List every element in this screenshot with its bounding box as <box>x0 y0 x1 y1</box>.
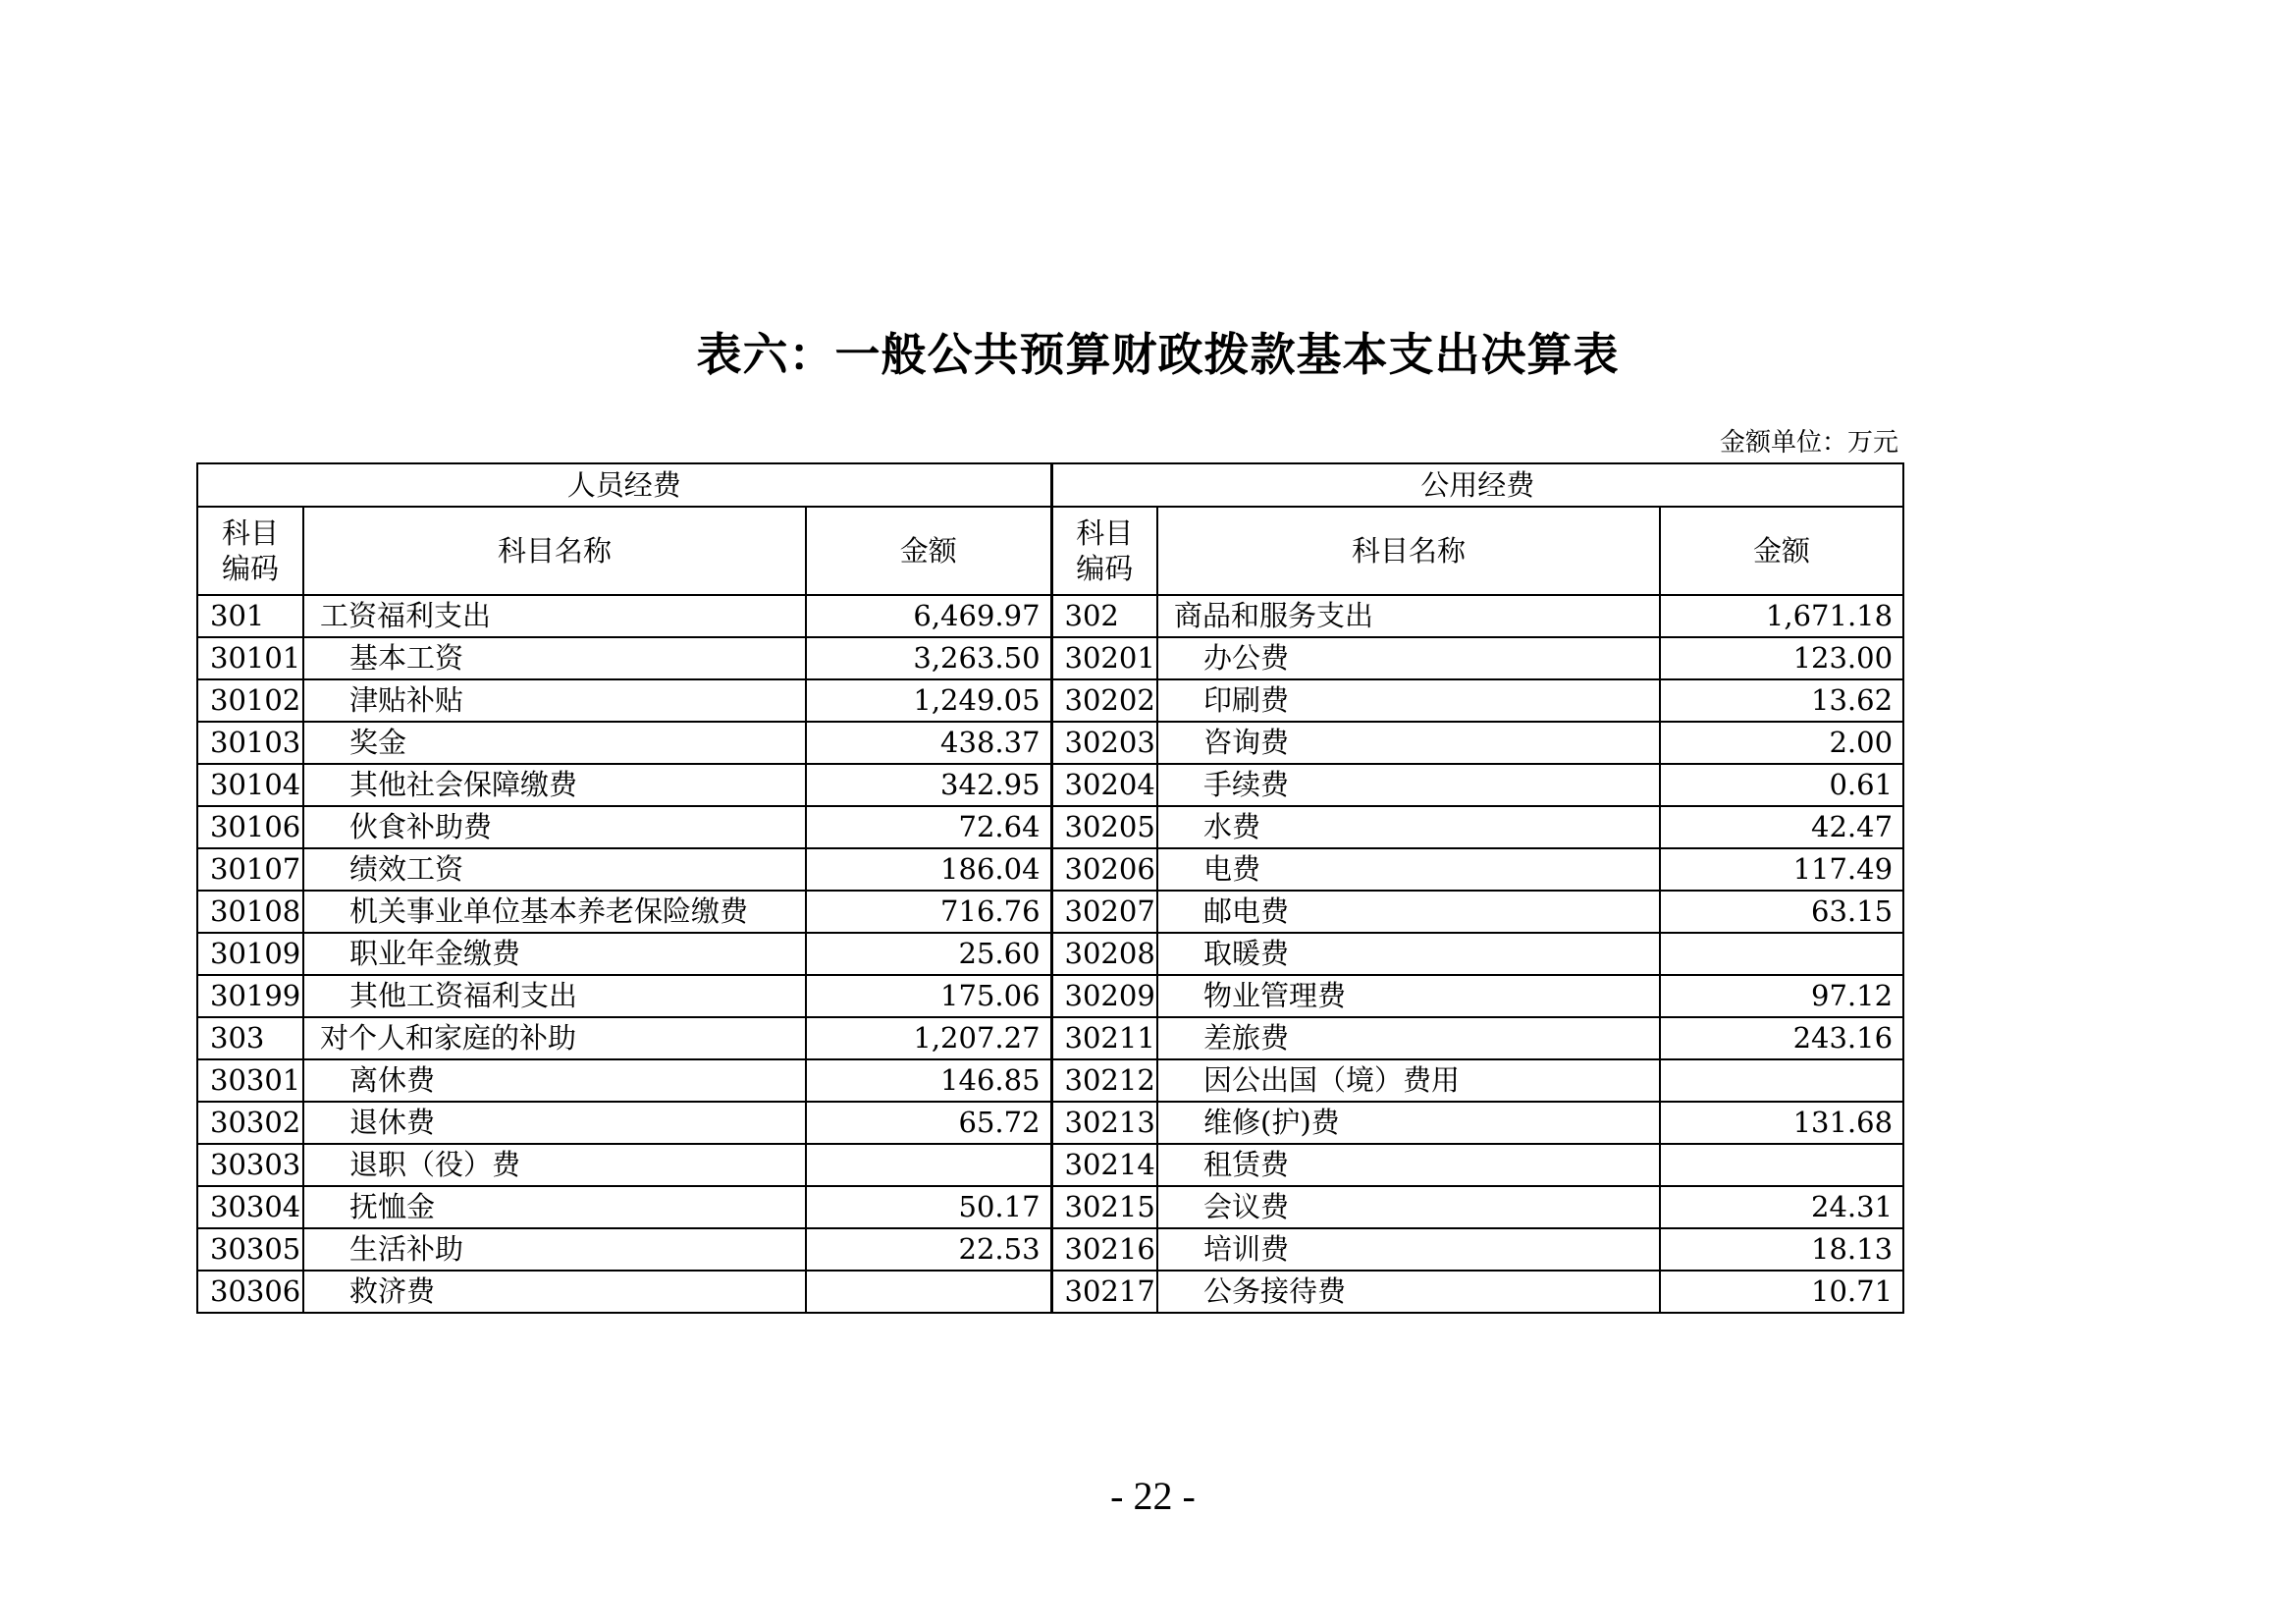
column-header-code-left <box>197 507 303 595</box>
amount-cell-right: 0.61 <box>1660 764 1903 806</box>
table-row <box>197 637 1903 679</box>
code-cell-right: 30212 <box>1051 1059 1157 1102</box>
amount-cell-right: 42.47 <box>1660 806 1903 848</box>
code-header-line2: 编码 <box>1076 552 1134 585</box>
name-cell-left: 机关事业单位基本养老保险缴费 <box>303 891 806 933</box>
code-cell-right: 30205 <box>1051 806 1157 848</box>
name-cell-left: 工资福利支出 <box>303 595 806 637</box>
amount-cell-right: 2.00 <box>1660 722 1903 764</box>
table-row <box>197 891 1903 933</box>
code-header-line1: 科目 <box>1076 516 1134 550</box>
code-cell-right: 30202 <box>1051 679 1157 722</box>
table-row <box>197 1017 1903 1059</box>
name-cell-right: 印刷费 <box>1157 679 1660 722</box>
amount-cell-right: 123.00 <box>1660 637 1903 679</box>
name-cell-right: 租赁费 <box>1157 1144 1660 1186</box>
page-title: 表六：一般公共预算财政拨款基本支出决算表 <box>696 328 1620 381</box>
amount-cell-left: 25.60 <box>806 933 1051 975</box>
code-cell-left: 30304 <box>197 1186 303 1228</box>
code-cell-right: 30216 <box>1051 1228 1157 1271</box>
code-cell-right: 30215 <box>1051 1186 1157 1228</box>
code-cell-right: 30204 <box>1051 764 1157 806</box>
name-cell-right: 水费 <box>1157 806 1660 848</box>
name-cell-left: 对个人和家庭的补助 <box>303 1017 806 1059</box>
amount-cell-right <box>1660 1059 1903 1102</box>
column-header-code-right <box>1051 507 1157 595</box>
amount-cell-right: 117.49 <box>1660 848 1903 891</box>
table-row <box>197 1144 1903 1186</box>
name-cell-right: 会议费 <box>1157 1186 1660 1228</box>
code-cell-left: 301 <box>197 595 303 637</box>
amount-cell-right: 10.71 <box>1660 1271 1903 1313</box>
amount-cell-right: 24.31 <box>1660 1186 1903 1228</box>
code-cell-left: 30107 <box>197 848 303 891</box>
code-cell-left: 30305 <box>197 1228 303 1271</box>
amount-cell-left: 22.53 <box>806 1228 1051 1271</box>
code-cell-right: 30201 <box>1051 637 1157 679</box>
name-cell-left: 津贴补贴 <box>303 679 806 722</box>
group-header-personnel: 人员经费 <box>197 463 1051 507</box>
table-row <box>197 595 1903 637</box>
code-header-line2: 编码 <box>221 552 279 585</box>
name-cell-left: 其他社会保障缴费 <box>303 764 806 806</box>
code-cell-left: 30101 <box>197 637 303 679</box>
table-row <box>197 1271 1903 1313</box>
name-cell-right: 手续费 <box>1157 764 1660 806</box>
code-cell-right: 30217 <box>1051 1271 1157 1313</box>
amount-cell-left: 342.95 <box>806 764 1051 806</box>
table-row <box>197 848 1903 891</box>
table-row <box>197 722 1903 764</box>
name-cell-left: 绩效工资 <box>303 848 806 891</box>
code-cell-right: 30203 <box>1051 722 1157 764</box>
name-cell-right: 维修(护)费 <box>1157 1102 1660 1144</box>
code-cell-left: 30102 <box>197 679 303 722</box>
amount-cell-right: 243.16 <box>1660 1017 1903 1059</box>
code-cell-left: 30104 <box>197 764 303 806</box>
name-cell-left: 生活补助 <box>303 1228 806 1271</box>
code-cell-right: 30206 <box>1051 848 1157 891</box>
column-header-name-left: 科目名称 <box>303 507 806 595</box>
amount-cell-left <box>806 1271 1051 1313</box>
column-header-amount-right: 金额 <box>1660 507 1903 595</box>
amount-cell-right: 1,671.18 <box>1660 595 1903 637</box>
code-cell-right: 30214 <box>1051 1144 1157 1186</box>
code-cell-left: 30108 <box>197 891 303 933</box>
code-cell-left: 30306 <box>197 1271 303 1313</box>
name-cell-left: 基本工资 <box>303 637 806 679</box>
amount-cell-left: 716.76 <box>806 891 1051 933</box>
name-cell-right: 取暖费 <box>1157 933 1660 975</box>
name-cell-right: 电费 <box>1157 848 1660 891</box>
name-cell-right: 邮电费 <box>1157 891 1660 933</box>
amount-cell-left: 438.37 <box>806 722 1051 764</box>
group-header-row <box>197 463 1903 507</box>
code-cell-right: 30208 <box>1051 933 1157 975</box>
amount-cell-left: 50.17 <box>806 1186 1051 1228</box>
name-cell-right: 差旅费 <box>1157 1017 1660 1059</box>
code-cell-left: 30302 <box>197 1102 303 1144</box>
table-row <box>197 806 1903 848</box>
amount-cell-left: 175.06 <box>806 975 1051 1017</box>
name-cell-right: 因公出国（境）费用 <box>1157 1059 1660 1102</box>
code-cell-left: 30301 <box>197 1059 303 1102</box>
name-cell-right: 商品和服务支出 <box>1157 595 1660 637</box>
table-row <box>197 764 1903 806</box>
table-row <box>197 933 1903 975</box>
name-cell-left: 其他工资福利支出 <box>303 975 806 1017</box>
name-cell-right: 办公费 <box>1157 637 1660 679</box>
code-cell-right: 302 <box>1051 595 1157 637</box>
column-header-amount-left: 金额 <box>806 507 1051 595</box>
code-cell-left: 30103 <box>197 722 303 764</box>
table-row <box>197 679 1903 722</box>
name-cell-left: 抚恤金 <box>303 1186 806 1228</box>
amount-cell-left: 1,249.05 <box>806 679 1051 722</box>
name-cell-right: 培训费 <box>1157 1228 1660 1271</box>
code-cell-left: 30199 <box>197 975 303 1017</box>
amount-cell-right: 13.62 <box>1660 679 1903 722</box>
amount-cell-left: 3,263.50 <box>806 637 1051 679</box>
name-cell-left: 奖金 <box>303 722 806 764</box>
amount-cell-right <box>1660 933 1903 975</box>
name-cell-right: 公务接待费 <box>1157 1271 1660 1313</box>
amount-cell-left: 6,469.97 <box>806 595 1051 637</box>
name-cell-left: 职业年金缴费 <box>303 933 806 975</box>
code-cell-left: 30109 <box>197 933 303 975</box>
code-header-line1: 科目 <box>221 516 279 550</box>
amount-cell-left <box>806 1144 1051 1186</box>
code-cell-left: 30303 <box>197 1144 303 1186</box>
amount-cell-right: 97.12 <box>1660 975 1903 1017</box>
amount-cell-right: 63.15 <box>1660 891 1903 933</box>
table-row <box>197 1059 1903 1102</box>
unit-label: 金额单位：万元 <box>1719 428 1898 458</box>
page-number: - 22 - <box>1110 1474 1196 1518</box>
name-cell-right: 咨询费 <box>1157 722 1660 764</box>
table-row <box>197 1186 1903 1228</box>
amount-cell-left: 72.64 <box>806 806 1051 848</box>
code-cell-right: 30211 <box>1051 1017 1157 1059</box>
name-cell-left: 救济费 <box>303 1271 806 1313</box>
code-cell-left: 30106 <box>197 806 303 848</box>
code-cell-right: 30207 <box>1051 891 1157 933</box>
table-row <box>197 975 1903 1017</box>
column-header-name-right: 科目名称 <box>1157 507 1660 595</box>
amount-cell-left: 1,207.27 <box>806 1017 1051 1059</box>
name-cell-left: 退休费 <box>303 1102 806 1144</box>
amount-cell-right: 131.68 <box>1660 1102 1903 1144</box>
amount-cell-right <box>1660 1144 1903 1186</box>
code-cell-right: 30213 <box>1051 1102 1157 1144</box>
amount-cell-left: 186.04 <box>806 848 1051 891</box>
name-cell-left: 退职（役）费 <box>303 1144 806 1186</box>
table-row <box>197 1102 1903 1144</box>
amount-cell-right: 18.13 <box>1660 1228 1903 1271</box>
name-cell-right: 物业管理费 <box>1157 975 1660 1017</box>
amount-cell-left: 65.72 <box>806 1102 1051 1144</box>
name-cell-left: 离休费 <box>303 1059 806 1102</box>
code-cell-right: 30209 <box>1051 975 1157 1017</box>
column-header-row <box>197 507 1903 595</box>
budget-table <box>196 462 1904 1314</box>
group-header-public: 公用经费 <box>1051 463 1903 507</box>
amount-cell-left: 146.85 <box>806 1059 1051 1102</box>
name-cell-left: 伙食补助费 <box>303 806 806 848</box>
code-cell-left: 303 <box>197 1017 303 1059</box>
table-row <box>197 1228 1903 1271</box>
